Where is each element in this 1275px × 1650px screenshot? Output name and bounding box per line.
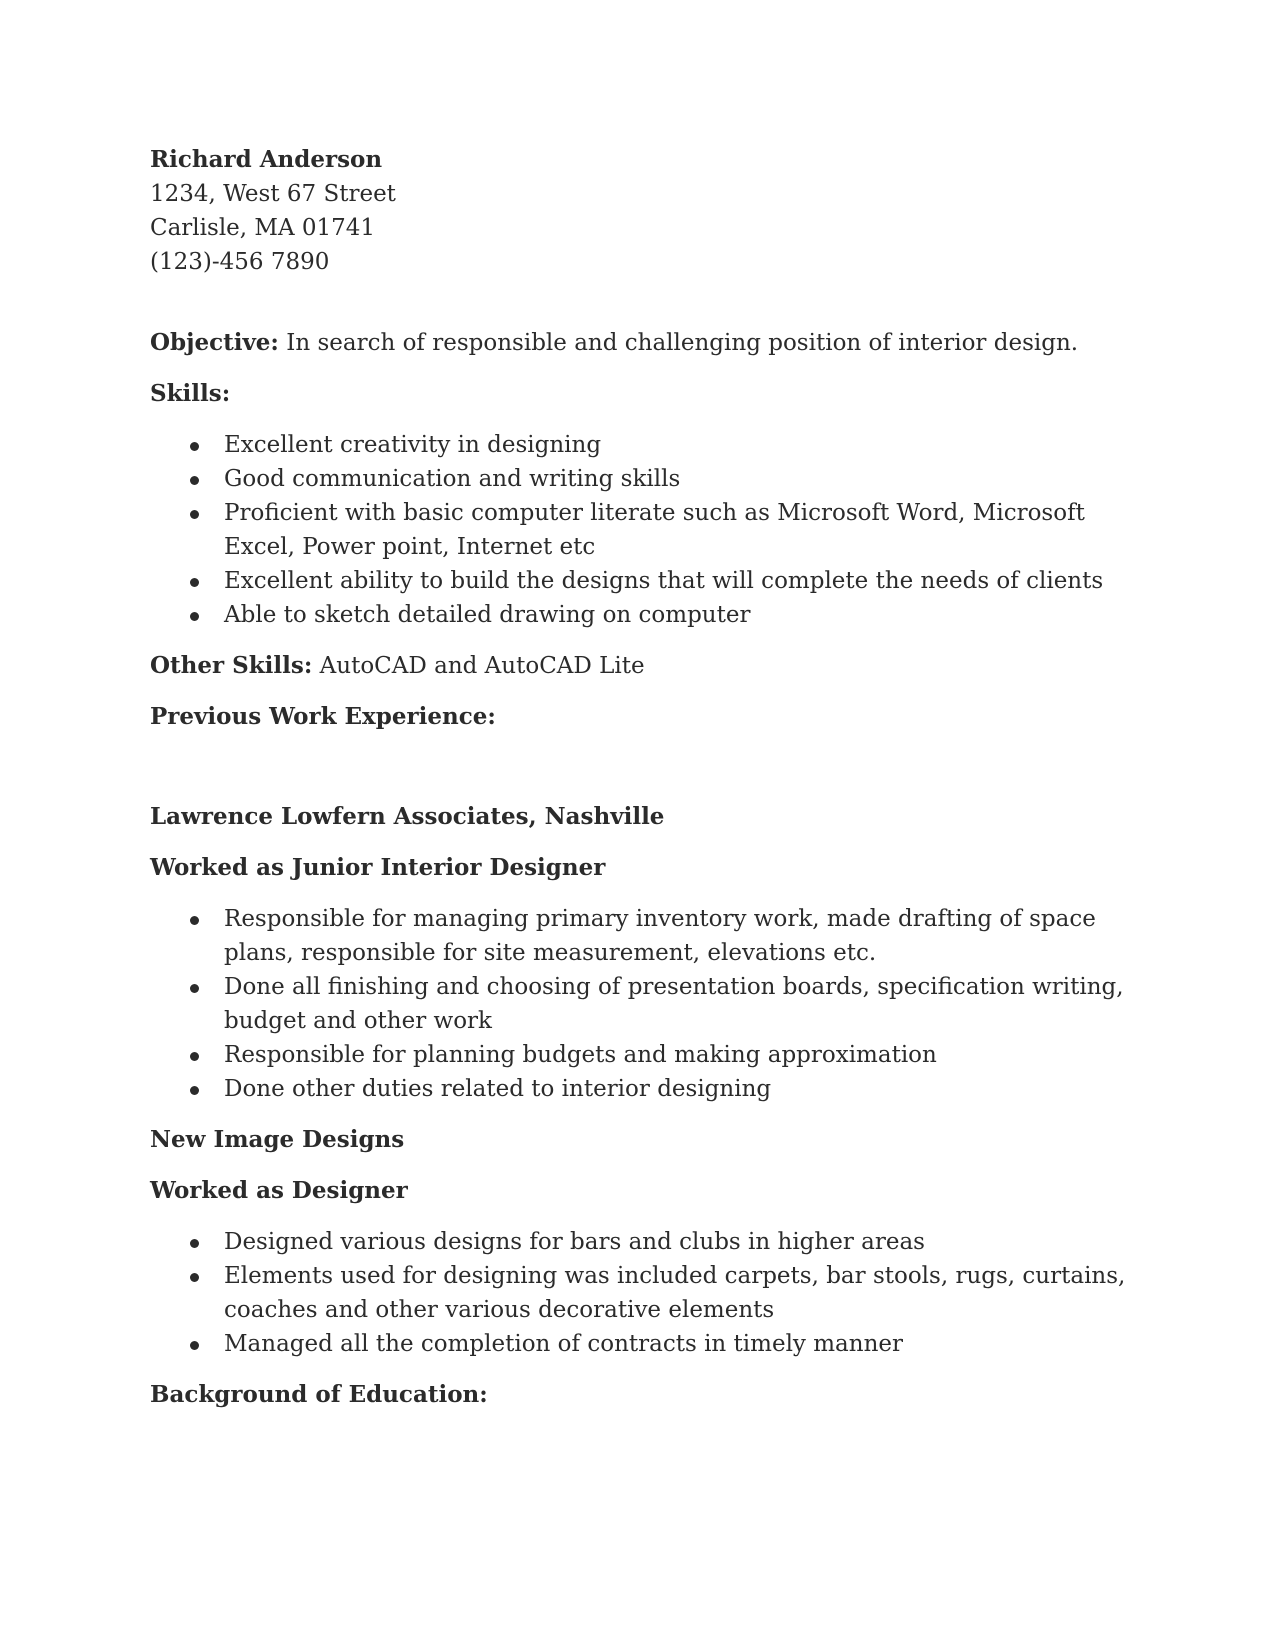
job-company: New Image Designs bbox=[150, 1126, 405, 1153]
bullet-icon bbox=[190, 578, 199, 587]
bullet-icon bbox=[190, 1341, 199, 1350]
bullet-icon bbox=[190, 476, 199, 485]
list-item-text: Done other duties related to interior designing bbox=[224, 1076, 772, 1102]
resume-page bbox=[150, 143, 1140, 1412]
objective-text: In search of responsible and challenging position of interior design. bbox=[278, 330, 1079, 356]
contact-name: Richard Anderson bbox=[150, 146, 383, 173]
education-heading: Background of Education: bbox=[150, 1381, 488, 1408]
list-item bbox=[150, 1259, 1140, 1327]
objective bbox=[150, 326, 1140, 360]
bullet-icon bbox=[190, 612, 199, 621]
job-duties-list bbox=[150, 902, 1140, 1106]
job-company: Lawrence Lowfern Associates, Nashville bbox=[150, 803, 665, 830]
skills-list bbox=[150, 428, 1140, 632]
job-duties-list bbox=[150, 1225, 1140, 1361]
bullet-icon bbox=[190, 510, 199, 519]
list-item bbox=[150, 1327, 1140, 1361]
list-item-text: Managed all the completion of contracts in timely manner bbox=[224, 1331, 903, 1357]
skills-heading: Skills: bbox=[150, 380, 231, 407]
list-item-text: Proficient with basic computer literate such as Microsoft Word, Microsoft Excel, Power point, Internet etc bbox=[224, 500, 1085, 560]
list-item-text: Elements used for designing was included carpets, bar stools, rugs, curtains, coaches and other various decorative elements bbox=[224, 1263, 1126, 1323]
list-item bbox=[150, 1225, 1140, 1259]
list-item-text: Responsible for managing primary inventory work, made drafting of space plans, responsible for site measurement, elevations etc. bbox=[224, 906, 1096, 966]
job-role: Worked as Designer bbox=[150, 1177, 408, 1204]
list-item bbox=[150, 1072, 1140, 1106]
list-item bbox=[150, 462, 1140, 496]
job-role: Worked as Junior Interior Designer bbox=[150, 854, 606, 881]
other-skills-label: Other Skills: bbox=[150, 652, 313, 679]
objective-label: Objective: bbox=[150, 329, 279, 356]
list-item bbox=[150, 902, 1140, 970]
list-item bbox=[150, 428, 1140, 462]
contact-address-line1: 1234, West 67 Street bbox=[150, 181, 396, 207]
bullet-icon bbox=[190, 1273, 199, 1282]
other-skills-text: AutoCAD and AutoCAD Lite bbox=[312, 653, 645, 679]
list-item-text: Able to sketch detailed drawing on computer bbox=[224, 602, 751, 628]
bullet-icon bbox=[190, 984, 199, 993]
experience-heading: Previous Work Experience: bbox=[150, 703, 496, 730]
list-item bbox=[150, 496, 1140, 564]
contact-phone: (123)-456 7890 bbox=[150, 249, 330, 275]
list-item bbox=[150, 1038, 1140, 1072]
contact-address-line2: Carlisle, MA 01741 bbox=[150, 215, 376, 241]
bullet-icon bbox=[190, 916, 199, 925]
list-item-text: Responsible for planning budgets and making approximation bbox=[224, 1042, 937, 1068]
bullet-icon bbox=[190, 1086, 199, 1095]
list-item-text: Good communication and writing skills bbox=[224, 466, 681, 492]
spacer bbox=[150, 279, 1140, 326]
list-item-text: Done all finishing and choosing of presentation boards, specification writing, budget and other work bbox=[224, 974, 1124, 1034]
bullet-icon bbox=[190, 1052, 199, 1061]
list-item bbox=[150, 564, 1140, 598]
bullet-icon bbox=[190, 1239, 199, 1248]
list-item bbox=[150, 598, 1140, 632]
list-item-text: Designed various designs for bars and clubs in higher areas bbox=[224, 1229, 925, 1255]
other-skills bbox=[150, 649, 1140, 683]
list-item-text: Excellent creativity in designing bbox=[224, 432, 602, 458]
bullet-icon bbox=[190, 442, 199, 451]
list-item-text: Excellent ability to build the designs that will complete the needs of clients bbox=[224, 568, 1104, 594]
list-item bbox=[150, 970, 1140, 1038]
